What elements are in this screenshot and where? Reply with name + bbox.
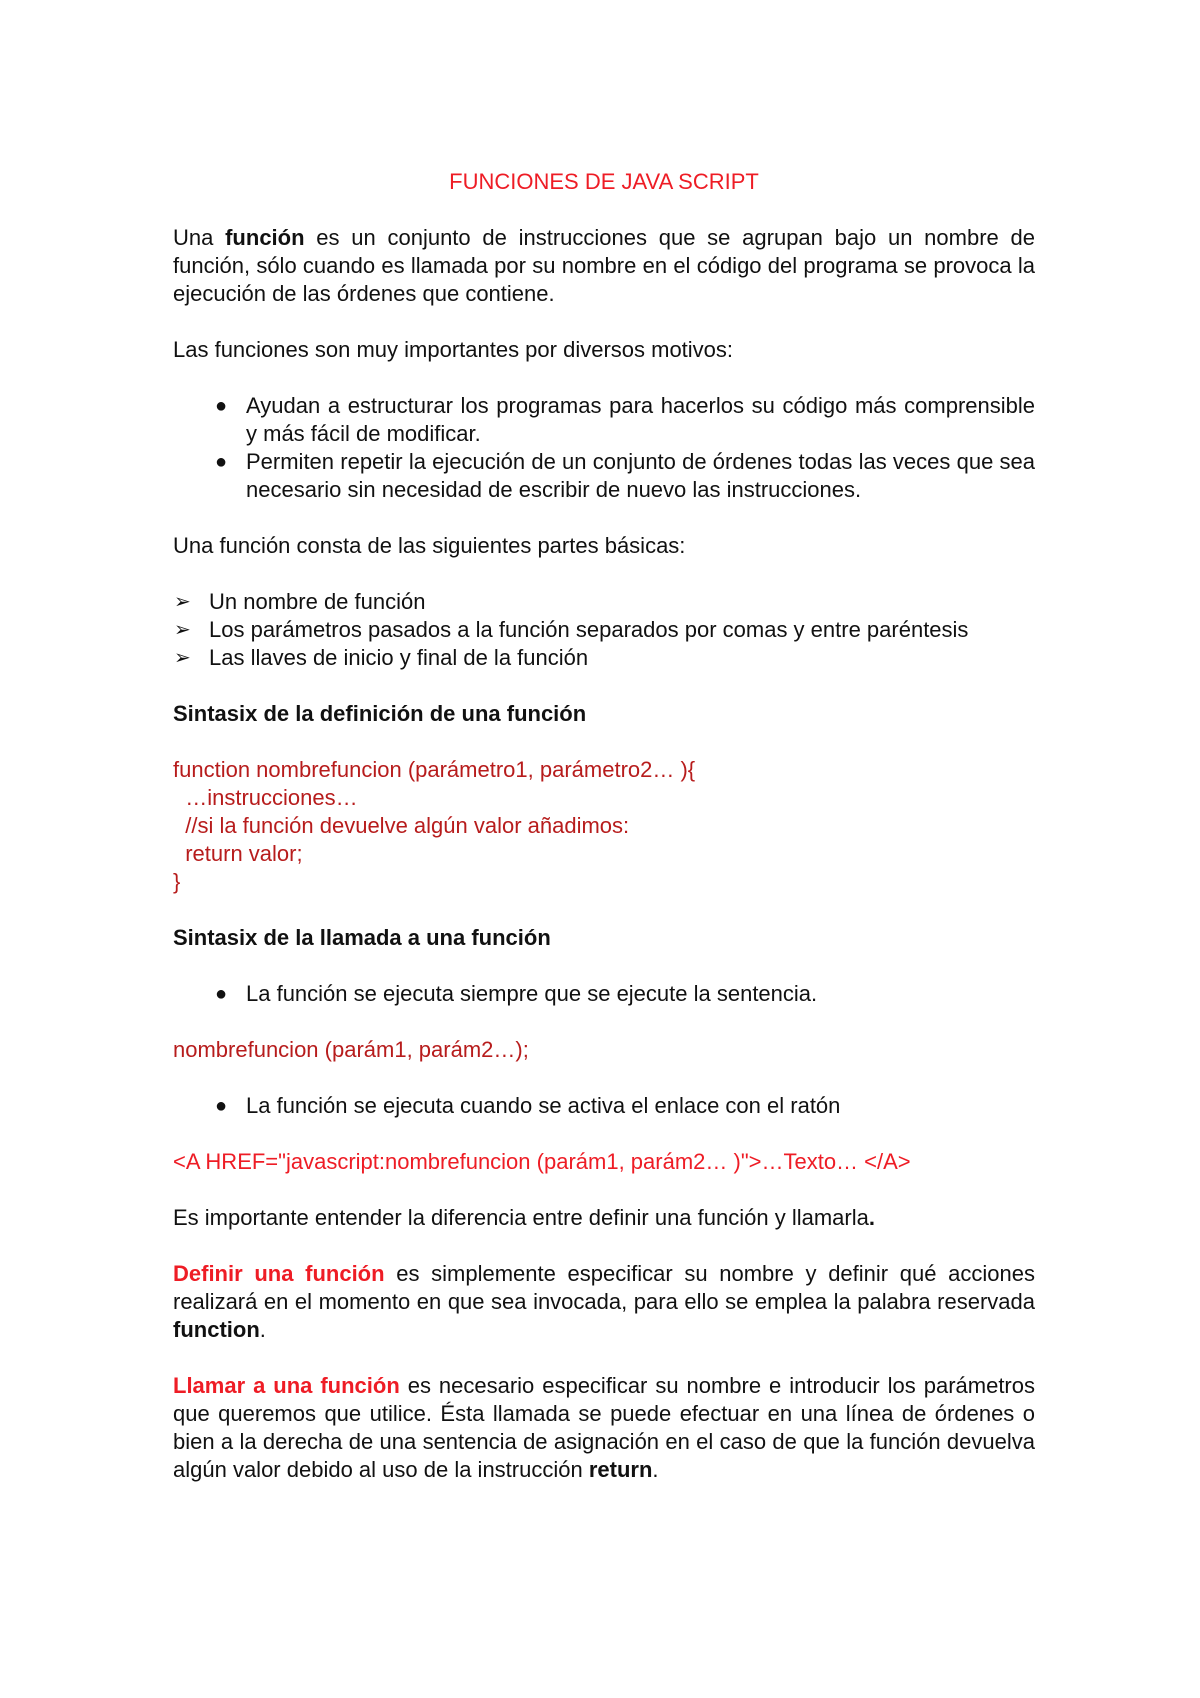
call-keyword: return xyxy=(588,1457,653,1482)
list-item xyxy=(173,588,1035,616)
page-title: FUNCIONES DE JAVA SCRIPT xyxy=(449,169,759,194)
call-list-2 xyxy=(173,1092,1035,1120)
list-item-text: Permiten repetir la ejecución de un conjunto de órdenes todas las veces que sea necesario sin necesidad de escribir de nuevo las instrucciones. xyxy=(246,449,1035,502)
call-heading: Sintasix de la llamada a una función xyxy=(173,925,551,950)
definition-heading: Sintasix de la definición de una función xyxy=(173,701,587,726)
define-keyword: function xyxy=(173,1317,260,1342)
call-lead: Llamar a una función xyxy=(173,1373,400,1398)
call-code-1 xyxy=(173,1036,1035,1064)
code-line: //si la función devuelve algún valor añadimos: xyxy=(173,813,630,838)
call-text-1: es necesario especificar su nombre e introducir los parámetros que queremos que utilice. Ésta llamada se puede efectuar en una línea de órdenes o bien a la derecha de una sentencia de asignación en el caso de que la función devuelva algún valor debido al uso de la instrucción xyxy=(173,1373,1035,1482)
define-text-1: es simplemente especificar su nombre y definir qué acciones realizará en el momento en que sea invocada, para ello se emplea la palabra reservada xyxy=(173,1261,1035,1314)
code-line: function nombrefuncion (parámetro1, parámetro2… ){ xyxy=(173,757,696,782)
difference-paragraph xyxy=(173,1204,1035,1232)
arrow-bullet-icon: ➢ xyxy=(174,647,191,669)
list-item xyxy=(173,1092,1035,1120)
list-item-text: Las llaves de inicio y final de la función xyxy=(209,645,589,670)
bullet-icon: ● xyxy=(215,395,228,417)
call-text-2: . xyxy=(652,1457,659,1482)
call-paragraph xyxy=(173,1372,1035,1484)
bullet-icon: ● xyxy=(215,983,228,1005)
code-line: } xyxy=(173,869,181,894)
code-line: return valor; xyxy=(173,841,303,866)
define-text-2: . xyxy=(259,1317,266,1342)
parts-list xyxy=(173,588,1035,672)
define-paragraph xyxy=(173,1260,1035,1344)
list-item-text: Ayudan a estructurar los programas para hacerlos su código más comprensible y más fácil de modificar. xyxy=(246,393,1035,446)
document-page xyxy=(173,168,1035,1512)
intro-bold-term: función xyxy=(225,225,305,250)
code-line: …instrucciones… xyxy=(173,785,358,810)
arrow-bullet-icon: ➢ xyxy=(174,591,191,613)
importance-paragraph: Las funciones son muy importantes por diversos motivos: xyxy=(173,337,734,362)
arrow-bullet-icon: ➢ xyxy=(174,619,191,641)
list-item xyxy=(173,616,1035,644)
list-item xyxy=(173,392,1035,448)
code-line: <A HREF="javascript:nombrefuncion (parám1, parám2… )">…Texto… </A> xyxy=(173,1149,911,1174)
parts-intro-paragraph: Una función consta de las siguientes partes básicas: xyxy=(173,533,686,558)
list-item-text: La función se ejecuta cuando se activa el enlace con el ratón xyxy=(246,1093,841,1118)
list-item xyxy=(173,644,1035,672)
call-list-1 xyxy=(173,980,1035,1008)
intro-paragraph xyxy=(173,224,1035,308)
code-line: nombrefuncion (parám1, parám2…); xyxy=(173,1037,529,1062)
call-code-2 xyxy=(173,1148,1035,1176)
bullet-icon: ● xyxy=(215,451,228,473)
definition-code-block xyxy=(173,756,1035,896)
list-item-text: La función se ejecuta siempre que se ejecute la sentencia. xyxy=(246,981,818,1006)
reasons-list xyxy=(173,392,1035,504)
list-item xyxy=(173,448,1035,504)
intro-text-2: es un conjunto de instrucciones que se agrupan bajo un nombre de función, sólo cuando es llamada por su nombre en el código del programa se provoca la ejecución de las órdenes que contiene. xyxy=(173,225,1035,306)
difference-text: Es importante entender la diferencia entre definir una función y llamarla xyxy=(173,1205,869,1230)
define-lead: Definir una función xyxy=(173,1261,385,1286)
bullet-icon: ● xyxy=(215,1095,228,1117)
list-item-text: Un nombre de función xyxy=(209,589,426,614)
difference-period: . xyxy=(868,1205,875,1230)
intro-text-1: Una xyxy=(173,225,226,250)
list-item-text: Los parámetros pasados a la función separados por comas y entre paréntesis xyxy=(209,617,969,642)
list-item xyxy=(173,980,1035,1008)
